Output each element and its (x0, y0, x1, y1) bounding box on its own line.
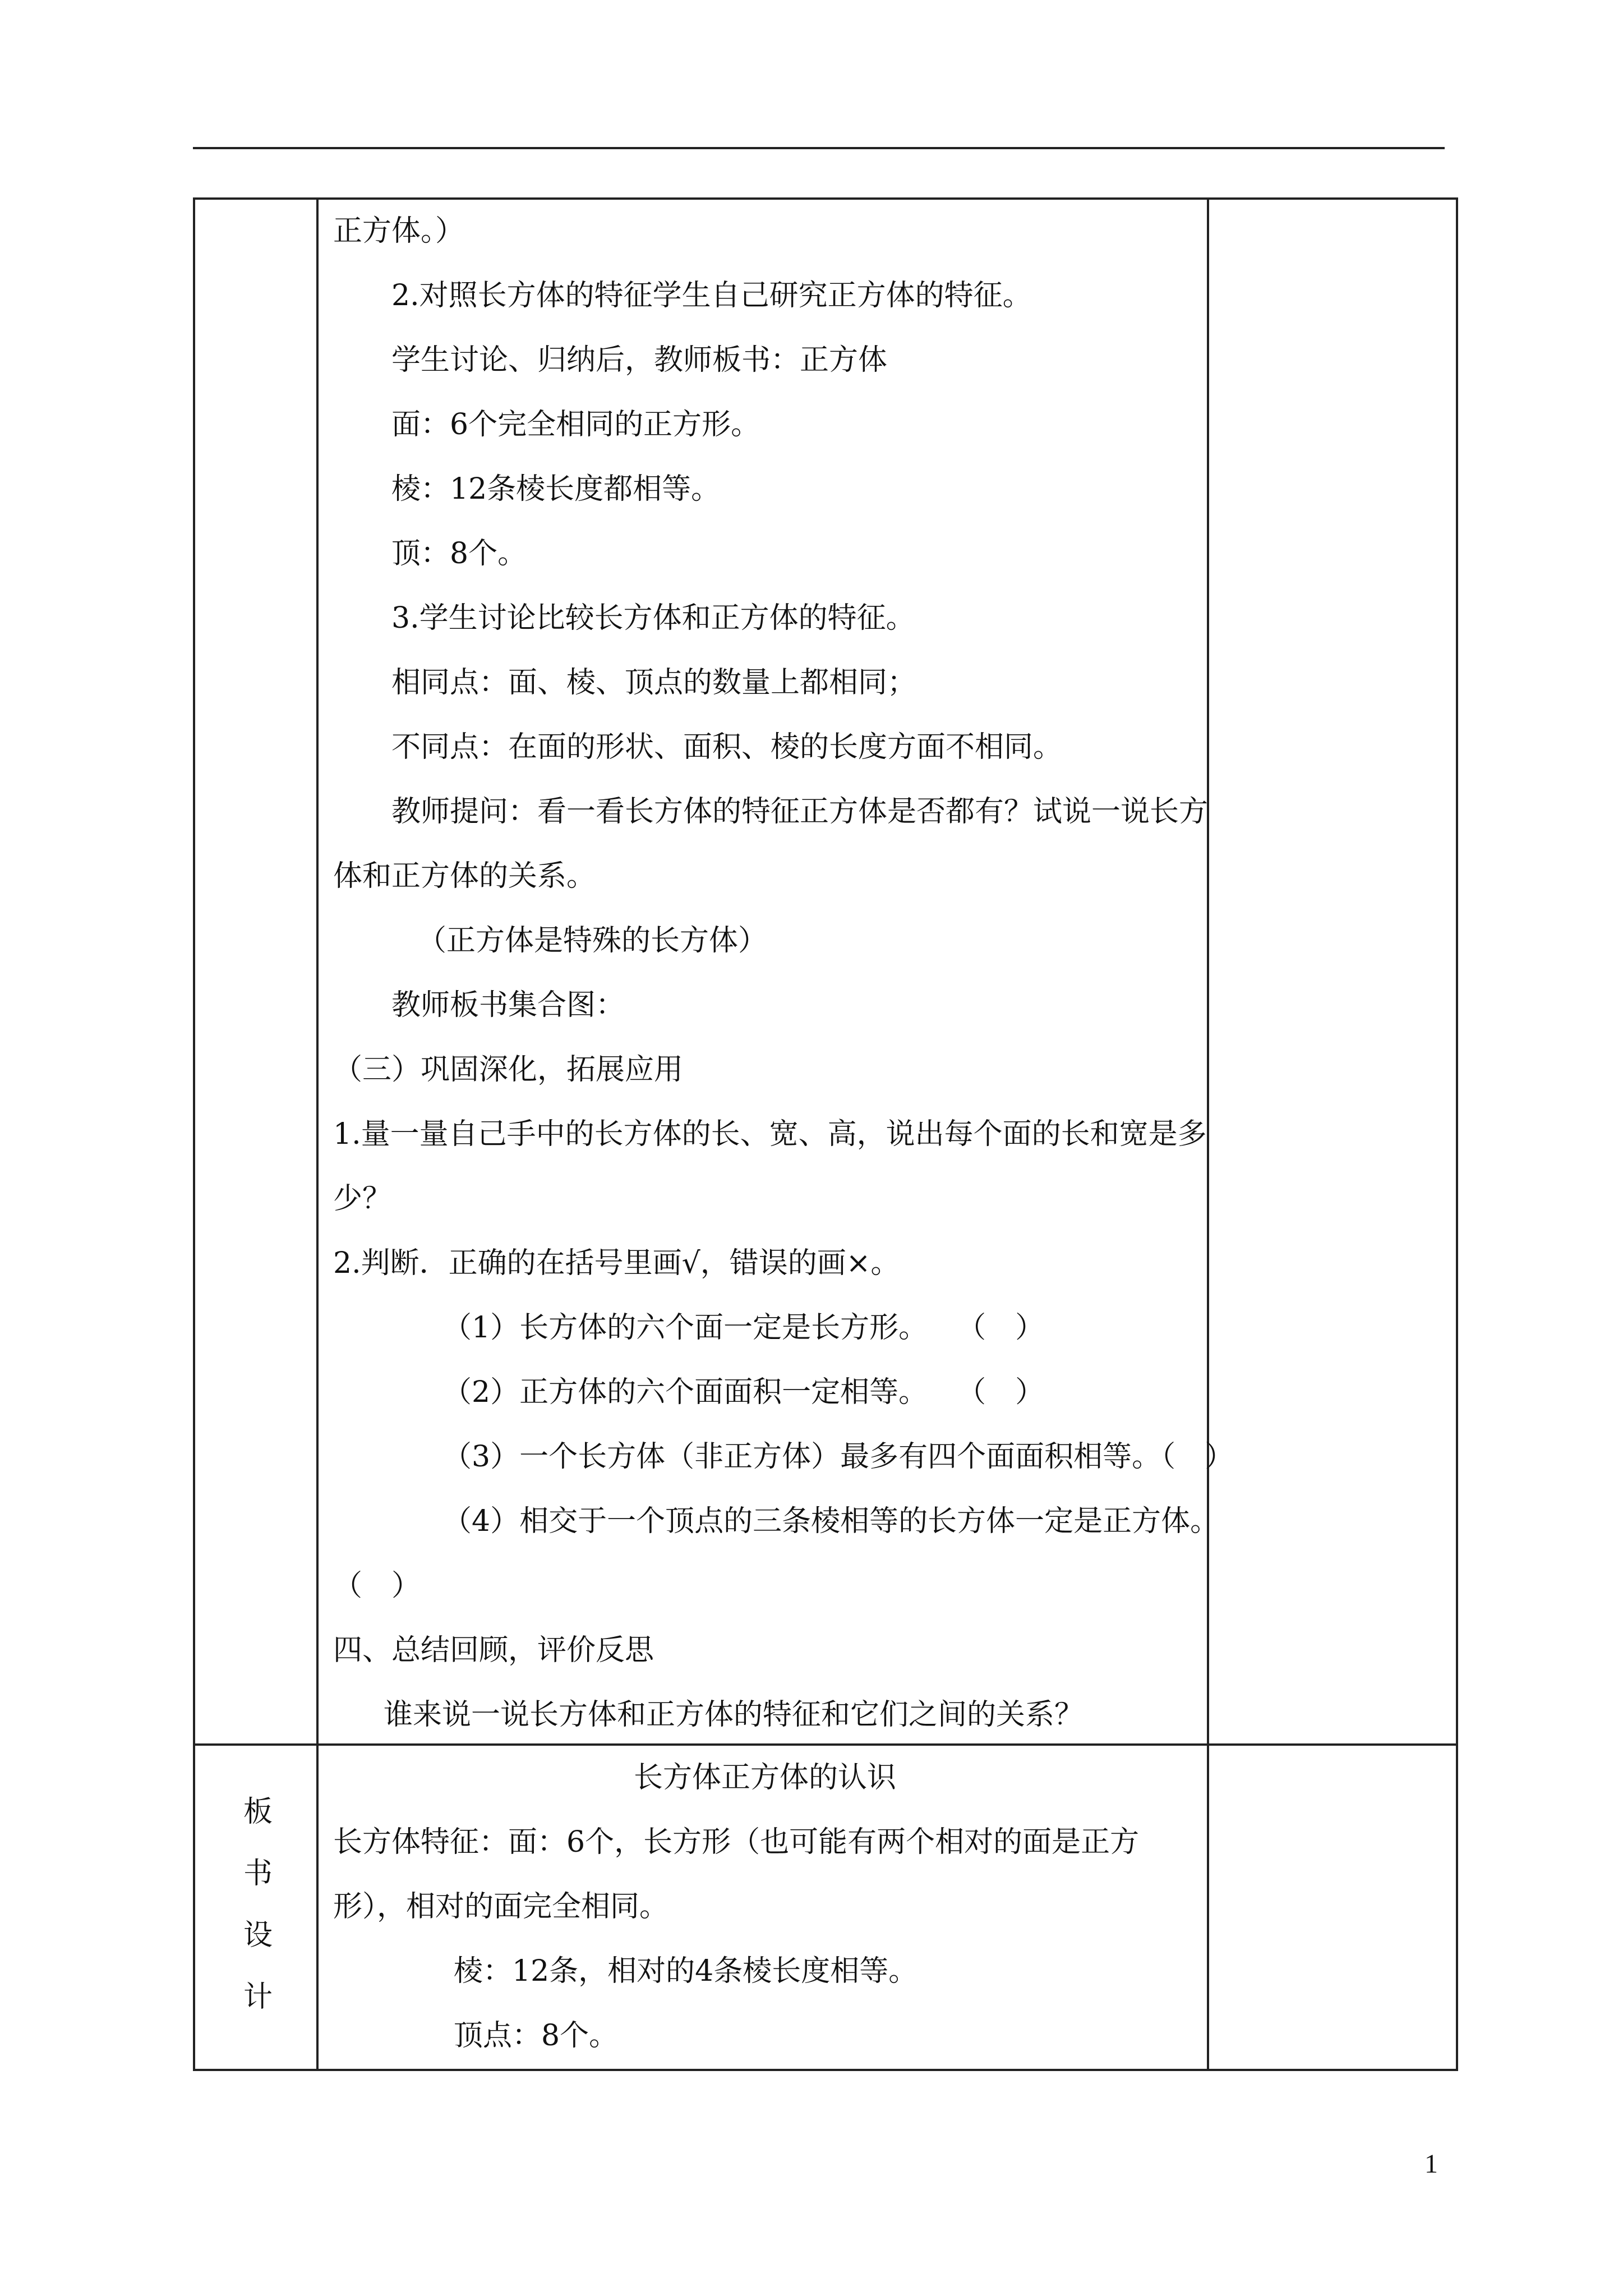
text-line: （4）相交于一个顶点的三条棱相等的长方体一定是正方体。 (442, 1504, 1220, 1538)
text-line: 学生讨论、归纳后，教师板书：正方体 (391, 343, 888, 377)
text-line: 长方体特征：面：6个，长方形（也可能有两个相对的面是正方 (333, 1825, 1140, 1859)
text-line: 四、总结回顾，评价反思 (333, 1634, 654, 1667)
label-char: 设 (243, 1918, 273, 1952)
text-line: （3）一个长方体（非正方体）最多有四个面面积相等。（ ） (442, 1440, 1234, 1474)
text-line: 教师板书集合图： (391, 988, 625, 1022)
header-rule (193, 147, 1445, 149)
text-line: 不同点：在面的形状、面积、棱的长度方面不相同。 (391, 730, 1063, 764)
label-char: 书 (243, 1857, 273, 1890)
board-title: 长方体正方体的认识 (633, 1761, 896, 1795)
text-line: （正方体是特殊的长方体） (417, 924, 768, 958)
text-line: 2.判断．正确的在括号里画√，错误的画×。 (333, 1246, 900, 1280)
text-line: 教师提问：看一看长方体的特征正方体是否都有？试说一说长方 (391, 795, 1209, 829)
text-line: 棱：12条，相对的4条棱长度相等。 (454, 1954, 918, 1988)
row2-content (333, 1746, 1197, 2068)
text-line: 2.对照长方体的特征学生自己研究正方体的特征。 (391, 279, 1032, 312)
text-line: 相同点：面、棱、顶点的数量上都相同； (391, 666, 917, 700)
table-col-divider-2 (1207, 197, 1209, 2071)
text-line: 少？ (333, 1182, 392, 1216)
label-char: 板 (243, 1795, 273, 1829)
label-char: 计 (243, 1980, 273, 2014)
text-line: 3.学生讨论比较长方体和正方体的特征。 (391, 601, 915, 635)
text-line: （1）长方体的六个面一定是长方形。 （ ） (442, 1311, 1045, 1345)
text-line: （ ） (333, 1569, 421, 1603)
row1-content (333, 199, 1234, 1747)
text-line: 体和正方体的关系。 (333, 859, 596, 893)
text-line: 谁来说一说长方体和正方体的特征和它们之间的关系？ (384, 1698, 1084, 1732)
text-line: 1.量一量自己手中的长方体的长、宽、高，说出每个面的长和宽是多 (333, 1117, 1207, 1151)
text-line: 面：6个完全相同的正方形。 (391, 408, 760, 441)
board-design-label (197, 1781, 319, 2028)
page-number: 1 (1424, 2149, 1438, 2179)
text-line: 顶点：8个。 (454, 2019, 619, 2053)
text-line: （2）正方体的六个面面积一定相等。 （ ） (442, 1375, 1045, 1409)
text-line: （三）巩固深化，拓展应用 (333, 1053, 684, 1087)
text-line: 正方体。） (333, 214, 465, 248)
text-line: 形），相对的面完全相同。 (333, 1890, 669, 1924)
text-line: 棱：12条棱长度都相等。 (391, 472, 721, 506)
text-line: 顶：8个。 (391, 537, 527, 570)
